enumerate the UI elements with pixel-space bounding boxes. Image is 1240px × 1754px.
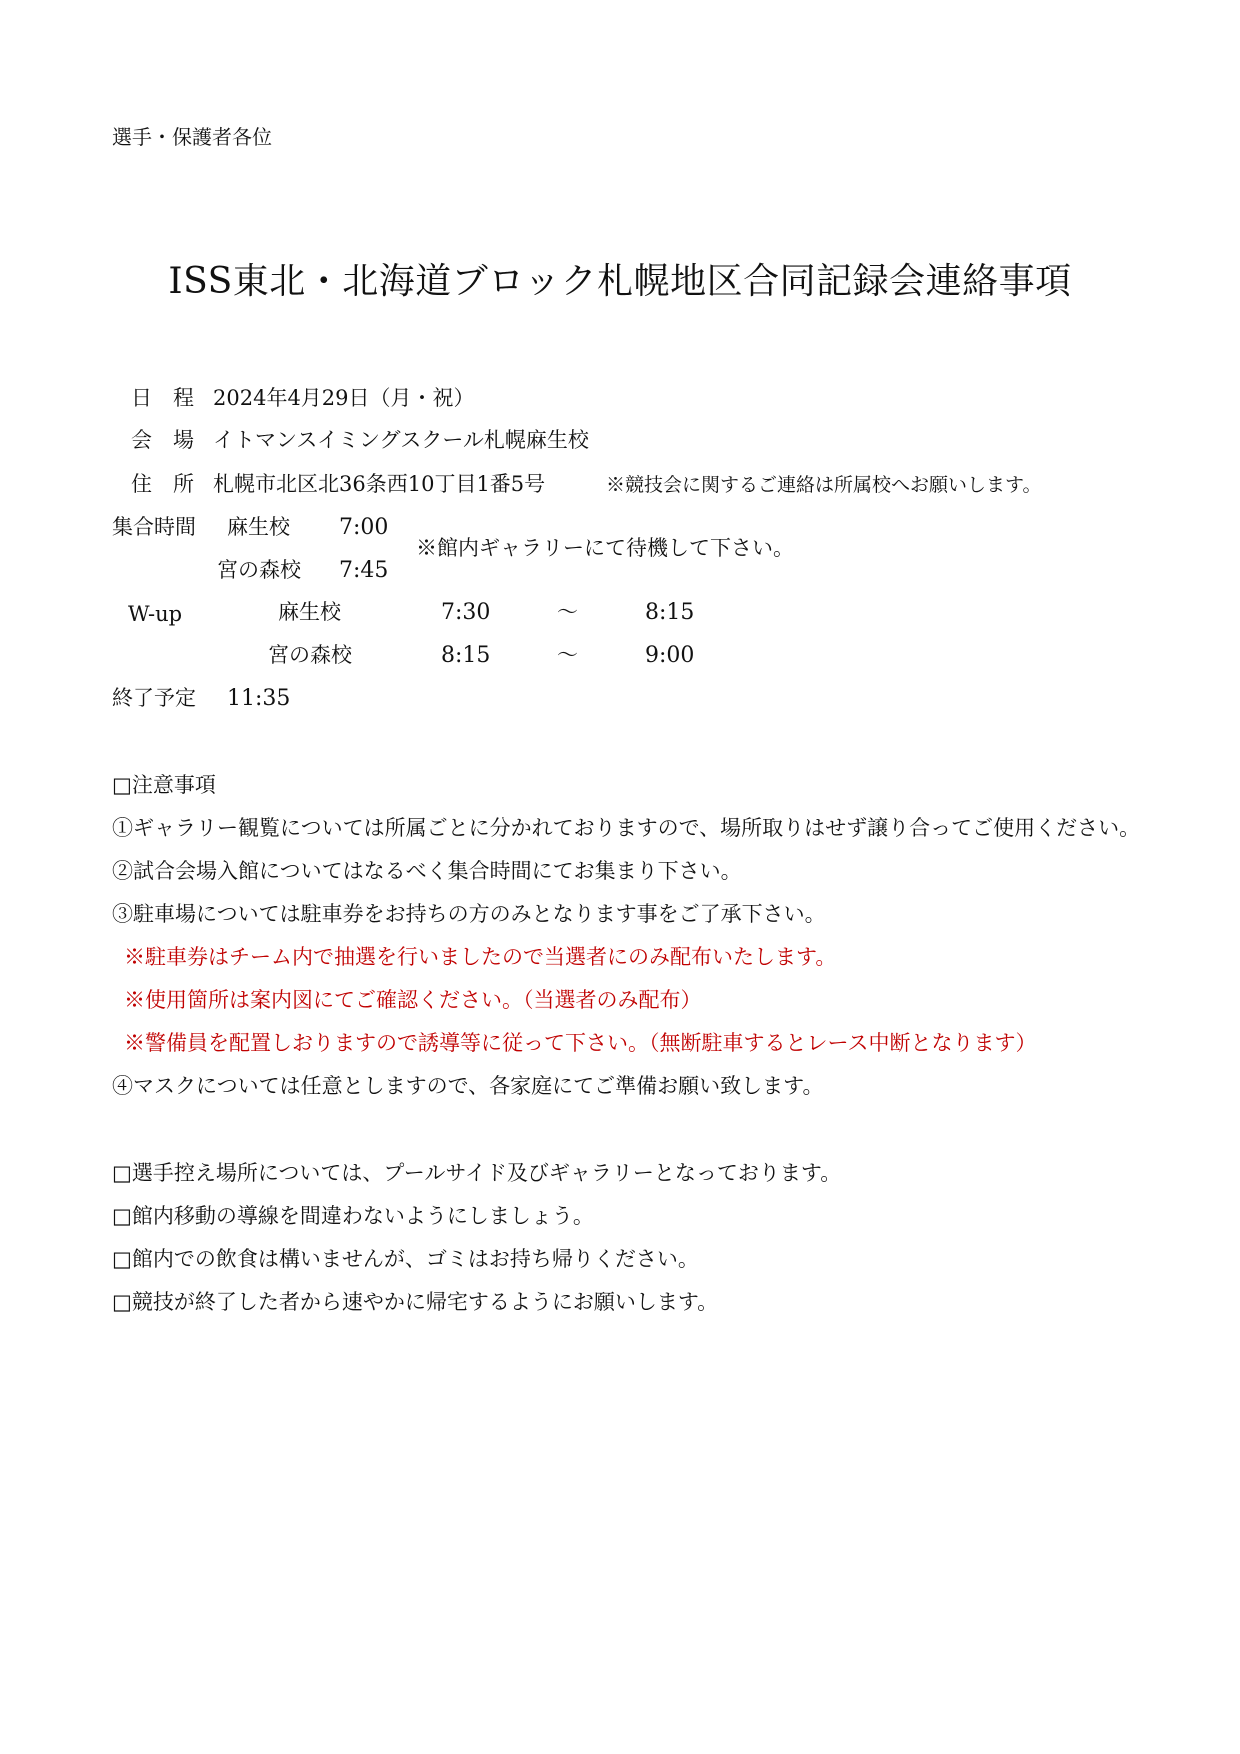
caution-item-2: ②試合会場入館についてはなるべく集合時間にてお集まり下さい。 bbox=[112, 859, 742, 883]
venue-label: 会 場 bbox=[131, 428, 194, 452]
cautions-heading: □注意事項 bbox=[112, 773, 216, 797]
assembly-time-miyanomori: 7:45 bbox=[339, 558, 389, 583]
assembly-school-asabu: 麻生校 bbox=[227, 515, 290, 539]
assembly-school-miyanomori: 宮の森校 bbox=[217, 558, 301, 582]
warmup-sep-miyanomori: ～ bbox=[557, 643, 578, 667]
document-title: ISS東北・北海道ブロック札幌地区合同記録会連絡事項 bbox=[168, 261, 1072, 302]
date-label: 日 程 bbox=[131, 386, 194, 410]
recipient-line: 選手・保護者各位 bbox=[112, 125, 272, 149]
address-note: ※競技会に関するご連絡は所属校へお願いします。 bbox=[606, 474, 1042, 496]
warmup-label: W-up bbox=[128, 602, 183, 626]
warmup-end-asabu: 8:15 bbox=[645, 600, 695, 625]
caution-item-1: ①ギャラリー観覧については所属ごとに分かれておりますので、場所取りはせず譲り合ってご使用ください。 bbox=[112, 816, 1141, 840]
caution-item-4: ④マスクについては任意としますので、各家庭にてご準備お願い致します。 bbox=[112, 1074, 824, 1098]
parking-warning-2: ※使用箇所は案内図にてご確認ください。（当選者のみ配布） bbox=[124, 988, 702, 1012]
parking-warning-3: ※警備員を配置しおりますので誘導等に従って下さい。（無断駐車するとレース中断となります） bbox=[124, 1031, 1037, 1055]
warmup-end-miyanomori: 9:00 bbox=[645, 643, 695, 668]
assembly-time-asabu: 7:00 bbox=[339, 515, 389, 540]
venue-value: イトマンスイミングスクール札幌麻生校 bbox=[213, 428, 589, 452]
warmup-sep-asabu: ～ bbox=[557, 600, 578, 624]
warmup-school-asabu: 麻生校 bbox=[278, 600, 341, 624]
address-value: 札幌市北区北36条西10丁目1番5号 bbox=[213, 472, 546, 496]
end-time-value: 11:35 bbox=[227, 686, 291, 711]
notice-item: □競技が終了した者から速やかに帰宅するようにお願いします。 bbox=[112, 1290, 719, 1314]
notice-item: □館内移動の導線を間違わないようにしましょう。 bbox=[112, 1204, 594, 1228]
date-value: 2024年4月29日（月・祝） bbox=[213, 386, 475, 410]
assembly-label: 集合時間 bbox=[112, 515, 196, 539]
warmup-start-asabu: 7:30 bbox=[441, 600, 491, 625]
caution-item-3: ③駐車場については駐車券をお持ちの方のみとなります事をご了承下さい。 bbox=[112, 902, 826, 926]
address-label: 住 所 bbox=[131, 472, 194, 496]
parking-warning-1: ※駐車券はチーム内で抽選を行いましたので当選者にのみ配布いたします。 bbox=[124, 945, 837, 969]
warmup-start-miyanomori: 8:15 bbox=[441, 643, 491, 668]
assembly-note: ※館内ギャラリーにて待機して下さい。 bbox=[416, 536, 794, 560]
warmup-school-miyanomori: 宮の森校 bbox=[268, 643, 352, 667]
notice-item: □選手控え場所については、プールサイド及びギャラリーとなっております。 bbox=[112, 1161, 842, 1185]
notice-item: □館内での飲食は構いませんが、ゴミはお持ち帰りください。 bbox=[112, 1247, 699, 1271]
end-time-label: 終了予定 bbox=[112, 686, 196, 710]
